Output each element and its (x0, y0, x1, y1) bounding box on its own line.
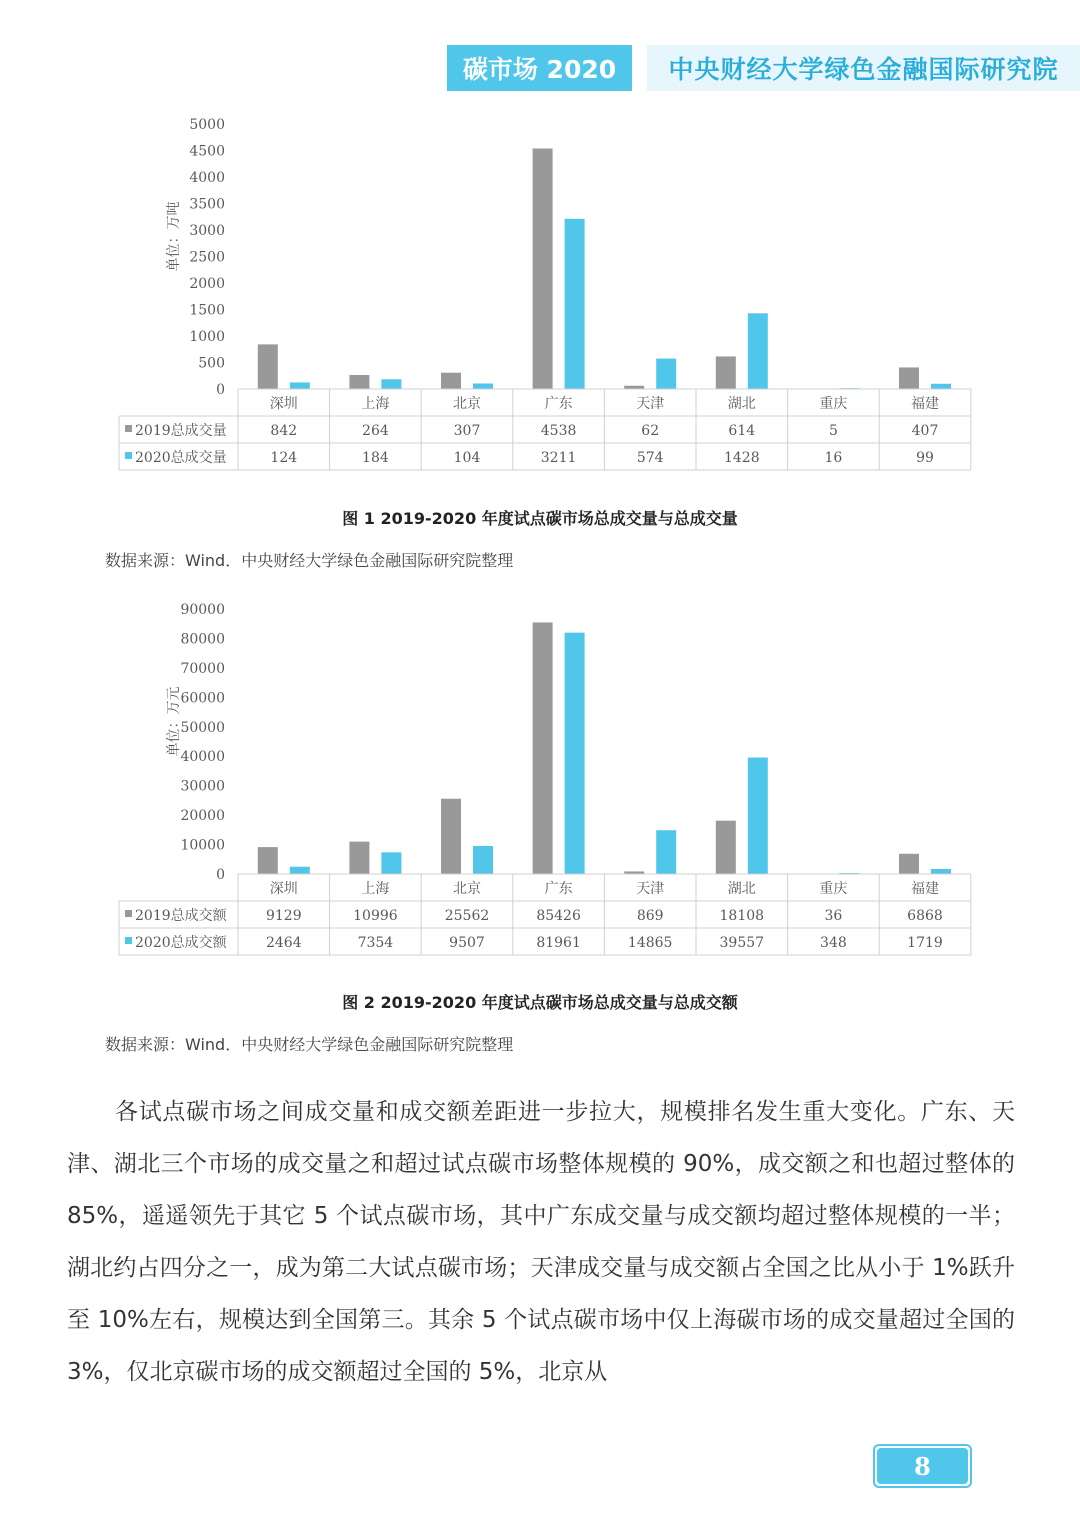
y-tick-label: 50000 (180, 719, 225, 736)
category-label: 重庆 (819, 396, 848, 412)
y-tick-label: 20000 (180, 808, 225, 825)
legend-swatch-1 (125, 452, 132, 459)
category-label: 北京 (453, 881, 481, 897)
y-tick-label: 0 (216, 867, 225, 883)
header-short-title: 碳市场 2020 (447, 45, 632, 91)
chart-1-svg (0, 105, 1080, 480)
figure-1-source: 数据来源：Wind．中央财经大学绿色金融国际研究院整理 (105, 551, 514, 570)
y-axis-title: 单位：万元 (166, 686, 182, 757)
table-cell-value: 407 (911, 423, 939, 439)
legend-label-1: 2020总成交额 (135, 935, 227, 951)
y-tick-label: 80000 (180, 631, 225, 648)
table-cell-value: 124 (270, 450, 298, 466)
y-tick-label: 1000 (189, 329, 225, 345)
bar-2019-深圳 (258, 344, 278, 389)
table-cell-value: 18108 (719, 908, 765, 924)
table-cell-value: 62 (641, 423, 660, 439)
category-label: 上海 (361, 881, 390, 897)
legend-swatch-1 (125, 937, 132, 944)
legend-label-0: 2019总成交量 (135, 423, 227, 439)
category-label: 天津 (636, 396, 665, 412)
y-tick-label: 500 (198, 355, 225, 372)
table-cell-value: 1719 (907, 935, 943, 951)
category-label: 上海 (361, 396, 390, 412)
category-label: 深圳 (269, 881, 298, 897)
y-tick-label: 5000 (189, 117, 225, 133)
y-tick-label: 0 (216, 382, 225, 398)
y-tick-label: 40000 (180, 749, 225, 766)
table-cell-value: 99 (916, 450, 934, 466)
table-cell-value: 9507 (449, 935, 485, 951)
page-number: 8 (877, 1448, 968, 1484)
category-label: 深圳 (269, 396, 298, 412)
legend-label-1: 2020总成交量 (135, 450, 227, 466)
table-cell-value: 4538 (540, 423, 577, 439)
legend-swatch-0 (125, 910, 132, 917)
figure-2-caption: 图 2 2019-2020 年度试点碳市场总成交量与总成交额 (342, 993, 738, 1012)
category-label: 福建 (911, 396, 939, 412)
y-tick-label: 30000 (180, 778, 225, 795)
table-cell-value: 9129 (265, 908, 302, 924)
bar-2020-上海 (381, 852, 401, 874)
bar-2019-广东 (533, 148, 553, 389)
bar-2019-广东 (533, 622, 553, 874)
category-label: 广东 (544, 881, 573, 897)
table-cell-value: 81961 (536, 935, 581, 951)
table-cell-value: 869 (636, 908, 664, 924)
bar-2020-天津 (656, 359, 676, 389)
table-cell-value: 574 (636, 450, 664, 466)
category-label: 天津 (636, 881, 665, 897)
chart-2-amount (0, 590, 1080, 965)
y-tick-label: 10000 (180, 837, 225, 854)
bar-2019-福建 (899, 367, 919, 389)
page-number-badge (873, 1444, 972, 1488)
bar-2019-上海 (349, 842, 369, 874)
table-cell-value: 6868 (907, 908, 943, 924)
table-cell-value: 85426 (536, 908, 581, 924)
bar-2019-福建 (899, 854, 919, 874)
table-cell-value: 36 (824, 908, 843, 924)
bar-2020-上海 (381, 379, 401, 389)
table-cell-value: 16 (824, 450, 843, 466)
table-cell-value: 614 (728, 423, 756, 439)
body-paragraph: 各试点碳市场之间成交量和成交额差距进一步拉大，规模排名发生重大变化。广东、天津、湖北三个市场的成交量之和超过试点碳市场整体规模的 90%，成交额之和也超过整体的 85%，遥遥领先于其它 5 个试点碳市场，其中广东成交量与成交额均超过整体规模的一半；湖北约占四分之一，成为第二大试点碳市场；天津成交量与成交额占全国之比从小于 1%跃升至 10%左右，规模达到全国第三。其余 5 个试点碳市场中仅上海碳市场的成交量超过全国的 3%，仅北京碳市场的成交额超过全国的 5%，北京从 (67, 1099, 1015, 1385)
table-cell-value: 39557 (719, 935, 765, 951)
table-cell-value: 7354 (357, 935, 394, 951)
bar-2019-湖北 (716, 356, 736, 389)
category-label: 湖北 (727, 881, 756, 897)
table-cell-value: 2464 (265, 935, 302, 951)
y-tick-label: 60000 (180, 690, 225, 707)
table-cell-value: 264 (362, 423, 389, 439)
figure-2-source: 数据来源：Wind．中央财经大学绿色金融国际研究院整理 (105, 1035, 514, 1054)
y-tick-label: 3500 (189, 196, 225, 213)
table-cell-value: 5 (828, 423, 838, 439)
figure-1-caption: 图 1 2019-2020 年度试点碳市场总成交量与总成交量 (342, 509, 738, 528)
y-tick-label: 4500 (189, 143, 225, 160)
y-axis-title: 单位：万吨 (166, 201, 182, 272)
y-tick-label: 2000 (189, 276, 225, 292)
header-institute-title: 中央财经大学绿色金融国际研究院 (647, 45, 1080, 91)
bar-2020-广东 (565, 219, 585, 389)
table-cell-value: 25562 (444, 908, 490, 924)
table-cell-value: 842 (270, 423, 298, 439)
table-cell-value: 348 (820, 935, 847, 951)
bar-2019-深圳 (258, 847, 278, 874)
table-cell-value: 104 (453, 450, 481, 466)
legend-label-0: 2019总成交额 (135, 908, 227, 924)
chart-1-volume (0, 105, 1080, 480)
bar-2019-北京 (441, 799, 461, 874)
bar-2020-天津 (656, 830, 676, 874)
table-cell-value: 1428 (723, 450, 760, 466)
y-tick-label: 1500 (189, 302, 225, 319)
bar-2019-湖北 (716, 821, 736, 874)
category-label: 北京 (453, 396, 481, 412)
category-label: 重庆 (819, 881, 848, 897)
category-label: 福建 (911, 881, 939, 897)
bar-2020-深圳 (290, 867, 310, 874)
bar-2019-北京 (441, 373, 461, 389)
bar-2020-广东 (565, 633, 585, 874)
y-tick-label: 3000 (189, 223, 225, 239)
bar-2020-湖北 (748, 313, 768, 389)
category-label: 湖北 (727, 396, 756, 412)
bar-2020-北京 (473, 383, 493, 389)
y-tick-label: 2500 (189, 249, 225, 266)
bar-2020-湖北 (748, 758, 768, 874)
table-cell-value: 184 (362, 450, 389, 466)
bar-2020-深圳 (290, 382, 310, 389)
bar-2020-福建 (931, 869, 951, 874)
y-tick-label: 70000 (180, 660, 225, 677)
category-label: 广东 (544, 396, 573, 412)
chart-2-svg (0, 590, 1080, 965)
table-cell-value: 10996 (353, 908, 398, 924)
table-cell-value: 307 (453, 423, 481, 439)
y-tick-label: 90000 (180, 602, 225, 618)
table-cell-value: 3211 (540, 450, 577, 466)
y-tick-label: 4000 (189, 170, 225, 186)
bar-2019-上海 (349, 375, 369, 389)
bar-2020-福建 (931, 384, 951, 389)
legend-swatch-0 (125, 425, 132, 432)
table-cell-value: 14865 (627, 935, 673, 951)
bar-2020-北京 (473, 846, 493, 874)
